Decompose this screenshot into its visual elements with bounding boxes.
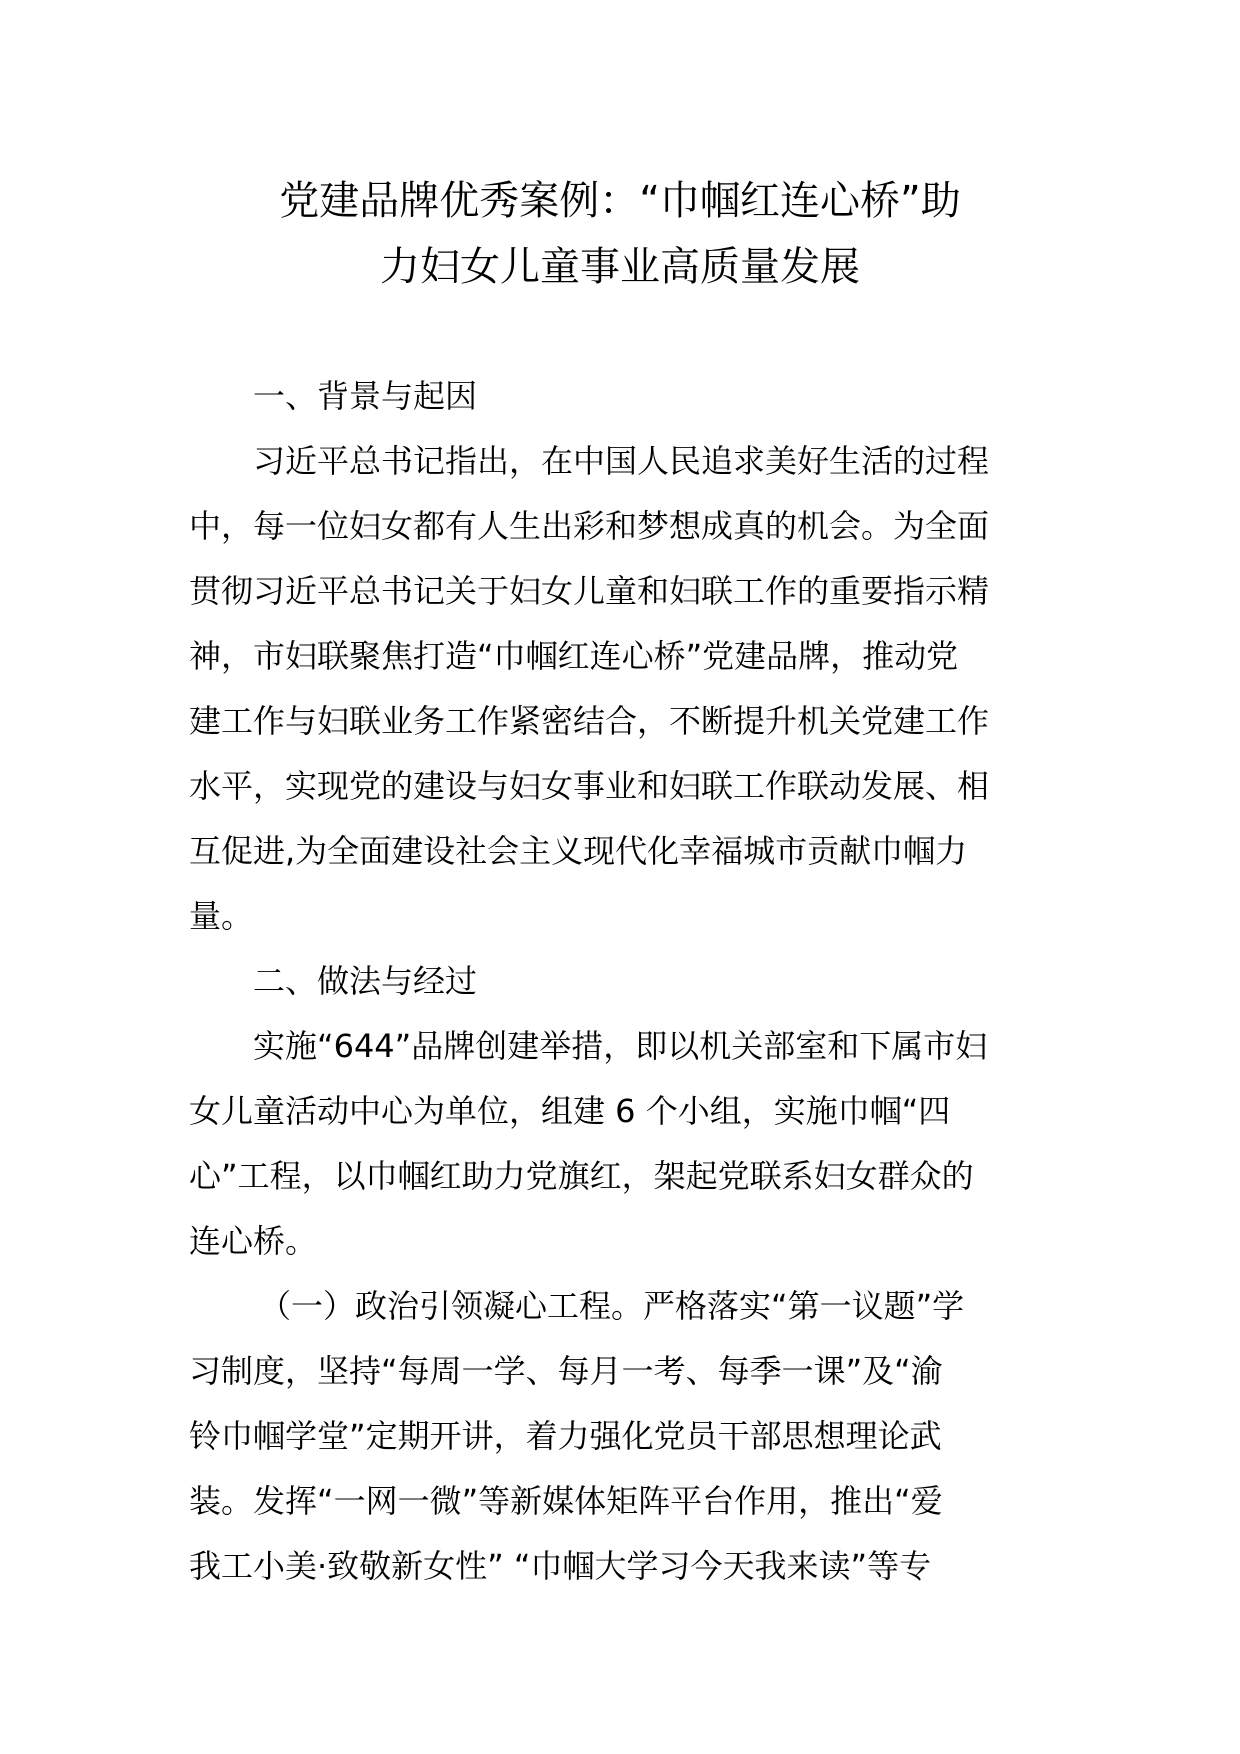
paragraph-line: 习制度，坚持“每周一学、每月一考、每季一课”及“渝 xyxy=(189,1352,943,1390)
paragraph-line: 连心桥。 xyxy=(189,1222,318,1260)
section-heading-background: 一、背景与起因 xyxy=(253,377,478,415)
document-body xyxy=(189,364,1055,1599)
paragraph-line: 铃巾帼学堂”定期开讲，着力强化党员干部思想理论武 xyxy=(189,1417,942,1455)
paragraph-line: 神，市妇联聚焦打造“巾帼红连心桥”党建品牌，推动党 xyxy=(189,637,959,675)
title-line-1: 党建品牌优秀案例：“巾帼红连心桥”助 xyxy=(279,178,961,224)
paragraph-political-leadership xyxy=(189,1274,1055,1599)
paragraph-methods xyxy=(189,1014,1055,1274)
paragraph-line: 量。 xyxy=(189,897,254,935)
paragraph-line: 心”工程，以巾帼红助力党旗红，架起党联系妇女群众的 xyxy=(189,1157,974,1195)
document-title xyxy=(150,168,1090,300)
paragraph-line: 中，每一位妇女都有人生出彩和梦想成真的机会。为全面 xyxy=(189,507,990,545)
paragraph-line: 水平，实现党的建设与妇女事业和妇联工作联动发展、相 xyxy=(189,767,990,805)
paragraph-line: 女儿童活动中心为单位，组建 6 个小组，实施巾帼“四 xyxy=(189,1092,951,1130)
paragraph-line: 实施“644”品牌创建举措，即以机关部室和下属市妇 xyxy=(253,1027,988,1065)
paragraph-line: 建工作与妇联业务工作紧密结合，不断提升机关党建工作 xyxy=(189,702,990,740)
paragraph-line: 装。发挥“一网一微”等新媒体矩阵平台作用，推出“爱 xyxy=(189,1482,943,1520)
title-line-2: 力妇女儿童事业高质量发展 xyxy=(380,244,860,290)
section-heading-methods: 二、做法与经过 xyxy=(253,962,478,1000)
paragraph-line: 我工小美·致敬新女性” “巾帼大学习今天我来读”等专 xyxy=(189,1547,932,1585)
paragraph-line: 贯彻习近平总书记关于妇女儿童和妇联工作的重要指示精 xyxy=(189,572,990,610)
paragraph-background xyxy=(189,429,1055,949)
paragraph-line: 习近平总书记指出，在中国人民追求美好生活的过程 xyxy=(253,442,990,480)
paragraph-line: （一）政治引领凝心工程。严格落实“第一议题”学 xyxy=(259,1287,965,1325)
paragraph-line: 互促进,为全面建设社会主义现代化幸福城市贡献巾帼力 xyxy=(189,832,968,870)
